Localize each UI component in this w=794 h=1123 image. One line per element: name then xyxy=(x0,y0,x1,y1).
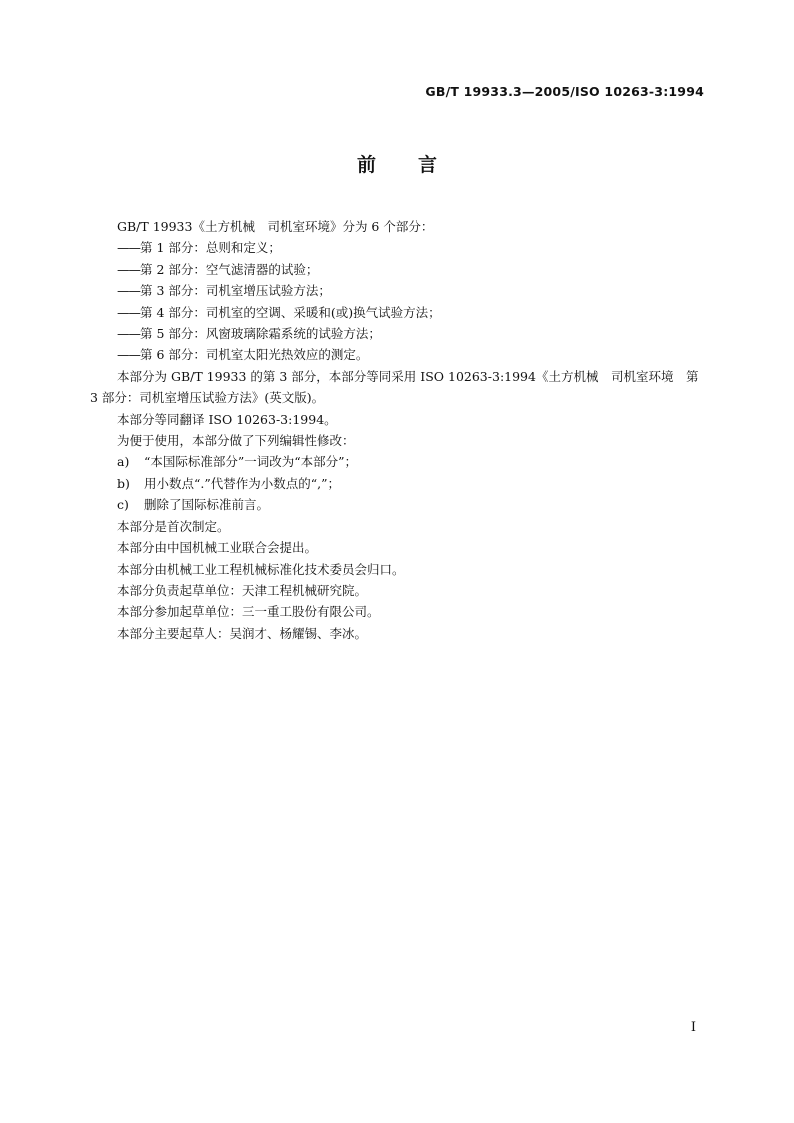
page-title: 前言 xyxy=(356,154,479,176)
closing-paragraph: 本部分负责起草单位：天津工程机械研究院。 xyxy=(117,582,368,598)
dash-marker: —— xyxy=(117,240,140,256)
dash-marker: —— xyxy=(117,261,140,277)
list-item xyxy=(90,280,704,301)
translation-paragraph: 本部分等同翻译 ISO 10263-3:1994。 xyxy=(117,411,337,427)
closing-paragraph: 本部分是首次制定。 xyxy=(117,518,230,534)
dash-marker: —— xyxy=(117,326,140,342)
list-marker: c) xyxy=(117,497,129,513)
dash-marker: —— xyxy=(117,347,140,363)
edit-text: 用小数点“.”代替作为小数点的“,”； xyxy=(144,475,341,491)
list-marker: a) xyxy=(117,454,130,470)
list-item xyxy=(90,451,704,472)
part-text: 第 4 部分：司机室的空调、采暖和(或)换气试验方法； xyxy=(140,304,441,320)
part-text: 第 1 部分：总则和定义； xyxy=(140,240,281,256)
dash-marker: —— xyxy=(117,304,140,320)
closing-paragraph: 本部分参加起草单位：三一重工股份有限公司。 xyxy=(117,604,380,620)
page-number: I xyxy=(690,1020,696,1035)
standard-number-header: GB/T 19933.3—2005/ISO 10263-3:1994 xyxy=(425,84,704,99)
list-item xyxy=(90,323,704,344)
list-marker: b) xyxy=(117,475,130,491)
list-item xyxy=(90,302,704,323)
part-relation-paragraph: 本部分为 GB/T 19933 的第 3 部分，本部分等同采用 ISO 10263-3:1994《土方机械 司机室环境 第 3 部分：司机室增压试验方法》(英文版)。 xyxy=(90,368,699,406)
list-item xyxy=(90,259,704,280)
dash-marker: —— xyxy=(117,283,140,299)
closing-paragraph: 本部分主要起草人：吴润才、杨耀锡、李冰。 xyxy=(117,625,368,641)
edit-text: “本国际标准部分”一词改为“本部分”； xyxy=(144,454,358,470)
edit-text: 删除了国际标准前言。 xyxy=(144,497,270,513)
list-item xyxy=(90,494,704,515)
part-text: 第 3 部分：司机室增压试验方法； xyxy=(140,283,331,299)
closing-paragraph: 本部分由机械工业工程机械标准化技术委员会归口。 xyxy=(117,561,405,577)
list-item xyxy=(90,473,704,494)
edits-intro-paragraph: 为便于使用，本部分做了下列编辑性修改： xyxy=(117,433,355,449)
foreword-body xyxy=(90,216,704,644)
intro-paragraph: GB/T 19933《土方机械 司机室环境》分为 6 个部分： xyxy=(117,219,434,234)
closing-paragraph: 本部分由中国机械工业联合会提出。 xyxy=(117,540,318,556)
part-text: 第 5 部分：风窗玻璃除霜系统的试验方法； xyxy=(140,326,381,342)
part-text: 第 6 部分：司机室太阳光热效应的测定。 xyxy=(140,347,369,363)
list-item xyxy=(90,344,704,365)
list-item xyxy=(90,237,704,258)
part-text: 第 2 部分：空气滤清器的试验； xyxy=(140,261,319,277)
